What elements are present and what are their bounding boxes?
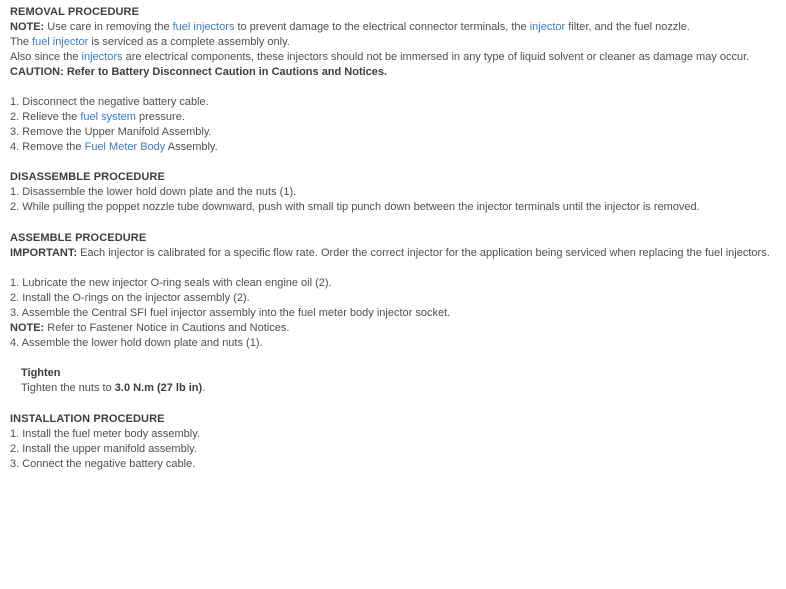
disassemble-step-1: 1. Disassemble the lower hold down plate and the nuts (1). xyxy=(10,186,297,198)
removal-note-paragraph xyxy=(10,20,774,35)
disassemble-procedure-heading: DISASSEMBLE PROCEDURE xyxy=(10,171,165,183)
note-text-3: filter, and the fuel nozzle. xyxy=(565,21,690,33)
removal-step-4 xyxy=(10,140,774,155)
fastener-note-text: Refer to Fastener Notice in Cautions and Notices. xyxy=(44,322,290,334)
link-fuel-meter-body[interactable]: Fuel Meter Body xyxy=(84,141,166,153)
installation-step-2: 2. Install the upper manifold assembly. xyxy=(10,443,197,455)
tighten-text-2: . xyxy=(202,382,206,394)
removal-step-4-text-b: Assembly. xyxy=(165,141,218,153)
assemble-steps-list xyxy=(10,276,774,321)
tighten-label: Tighten xyxy=(21,367,61,379)
battery-caution: CAUTION: Refer to Battery Disconnect Caution in Cautions and Notices. xyxy=(10,66,388,78)
fastener-note-paragraph xyxy=(10,321,774,336)
assemble-step-4: 4. Assemble the lower hold down plate and nuts (1). xyxy=(10,337,263,349)
tighten-value-line xyxy=(21,381,774,396)
fastener-note-label: NOTE: xyxy=(10,322,45,334)
removal-step-4-text-a: 4. Remove the xyxy=(10,141,85,153)
assemble-step-1: 1. Lubricate the new injector O-ring seals with clean engine oil (2). xyxy=(10,277,332,289)
serviced-paragraph xyxy=(10,35,774,50)
installation-step-1: 1. Install the fuel meter body assembly. xyxy=(10,428,200,440)
serviced-text-1: The xyxy=(10,36,33,48)
installation-step-3: 3. Connect the negative battery cable. xyxy=(10,458,196,470)
assemble-step-2: 2. Install the O-rings on the injector assembly (2). xyxy=(10,292,250,304)
electrical-paragraph xyxy=(10,50,774,65)
electrical-text-2: are electrical components, these injectors should not be immersed in any type of liquid solvent or cleaner as damage may occur. xyxy=(122,51,750,63)
tighten-torque-value: 3.0 N.m (27 lb in) xyxy=(114,382,203,394)
disassemble-step-2: 2. While pulling the poppet nozzle tube downward, push with small tip punch down between the injector terminals until the injector is removed. xyxy=(10,201,700,213)
link-fuel-injector[interactable]: fuel injector xyxy=(32,36,89,48)
installation-steps-list xyxy=(10,427,774,472)
note-text-1: Use care in removing the xyxy=(44,21,173,33)
removal-step-2-text-a: 2. Relieve the xyxy=(10,111,81,123)
serviced-text-2: is serviced as a complete assembly only. xyxy=(88,36,290,48)
tighten-text-1: Tighten the nuts to xyxy=(21,382,115,394)
removal-step-2 xyxy=(10,110,774,125)
disassemble-steps-list xyxy=(10,185,774,215)
link-injector[interactable]: injector xyxy=(529,21,566,33)
assemble-step-3: 3. Assemble the Central SFI fuel injector assembly into the fuel meter body injector socket. xyxy=(10,307,451,319)
removal-procedure-heading: REMOVAL PROCEDURE xyxy=(10,6,140,18)
removal-step-3: 3. Remove the Upper Manifold Assembly. xyxy=(10,126,212,138)
note-text-2: to prevent damage to the electrical connector terminals, the xyxy=(234,21,530,33)
assemble-procedure-heading: ASSEMBLE PROCEDURE xyxy=(10,232,147,244)
removal-step-2-text-b: pressure. xyxy=(135,111,185,123)
link-fuel-system[interactable]: fuel system xyxy=(80,111,136,123)
important-text: Each injector is calibrated for a specific flow rate. Order the correct injector for the application being serviced when replacing the fuel injectors. xyxy=(77,247,770,259)
important-paragraph xyxy=(10,246,774,261)
installation-procedure-heading: INSTALLATION PROCEDURE xyxy=(10,413,165,425)
removal-steps-list xyxy=(10,95,774,155)
removal-step-1: 1. Disconnect the negative battery cable. xyxy=(10,96,209,108)
electrical-text-1: Also since the xyxy=(10,51,82,63)
important-label: IMPORTANT: xyxy=(10,247,78,259)
link-fuel-injectors[interactable]: fuel injectors xyxy=(172,21,235,33)
note-label: NOTE: xyxy=(10,21,45,33)
link-injectors[interactable]: injectors xyxy=(81,51,123,63)
tighten-spec xyxy=(10,366,774,396)
